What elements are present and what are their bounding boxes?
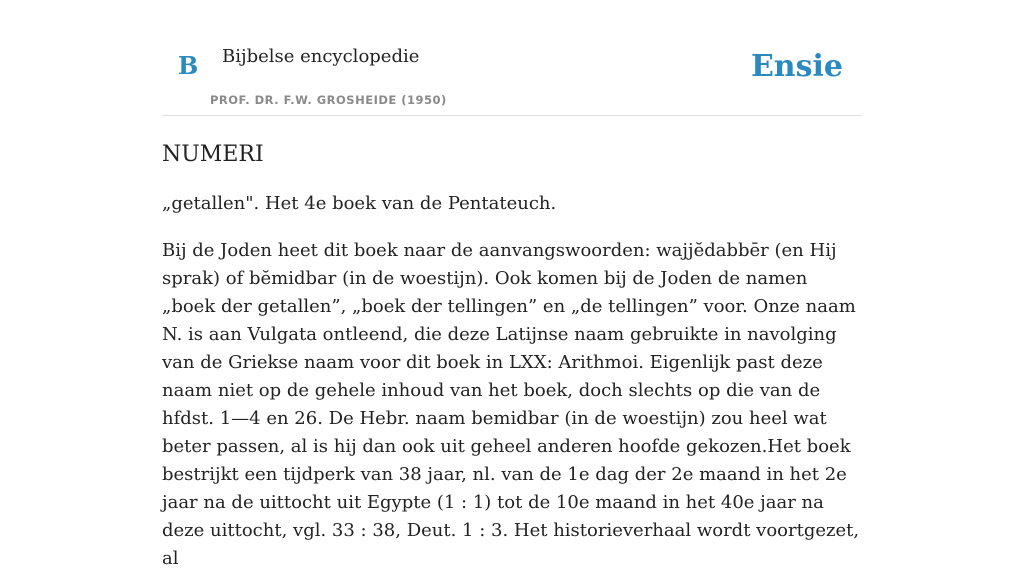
header	[162, 0, 862, 116]
entry-paragraph: „getallen". Het 4e boek van de Pentateuch.	[162, 193, 557, 214]
book-author: PROF. DR. F.W. GROSHEIDE (1950)	[210, 93, 447, 107]
ensie-logo-link[interactable]: Ensie	[750, 49, 843, 84]
entry-paragraph: Bij de Joden heet dit boek naar de aanvangswoorden: wajjĕdabbēr (en Hij sprak) of bĕmidbar (in de woestijn). Ook komen bij de Joden de namen „boek der getallen”, „boek der tellingen” en „de tellingen” voor. Onze naam N. is aan Vulgata ontleend, die deze Latijnse naam gebruikte in navolging van de Griekse naam voor dit boek in LXX: Arithmoi. Eigenlijk past deze naam niet op de gehele inhoud van het boek, doch slechts op die van de hfdst. 1—4 en 26. De Hebr. naam bemidbar (in de woestijn) zou heel wat beter passen, al is hij dan ook uit geheel anderen hoofde gekozen.Het boek bestrijkt een tijdperk van 38 jaar, nl. van de 1e dag der 2e maand in het 2e jaar na de uittocht uit Egypte (1 : 1) tot de 10e maand in het 40e jaar na deze uittocht, vgl. 33 : 38, Deut. 1 : 3. Het historieverhaal wordt voortgezet, al	[162, 240, 860, 569]
book-logo-icon[interactable]: B	[178, 51, 199, 80]
book-title-link[interactable]: Bijbelse encyclopedie	[222, 46, 420, 67]
entry-content	[162, 140, 862, 573]
entry-title: NUMERI	[162, 142, 264, 167]
